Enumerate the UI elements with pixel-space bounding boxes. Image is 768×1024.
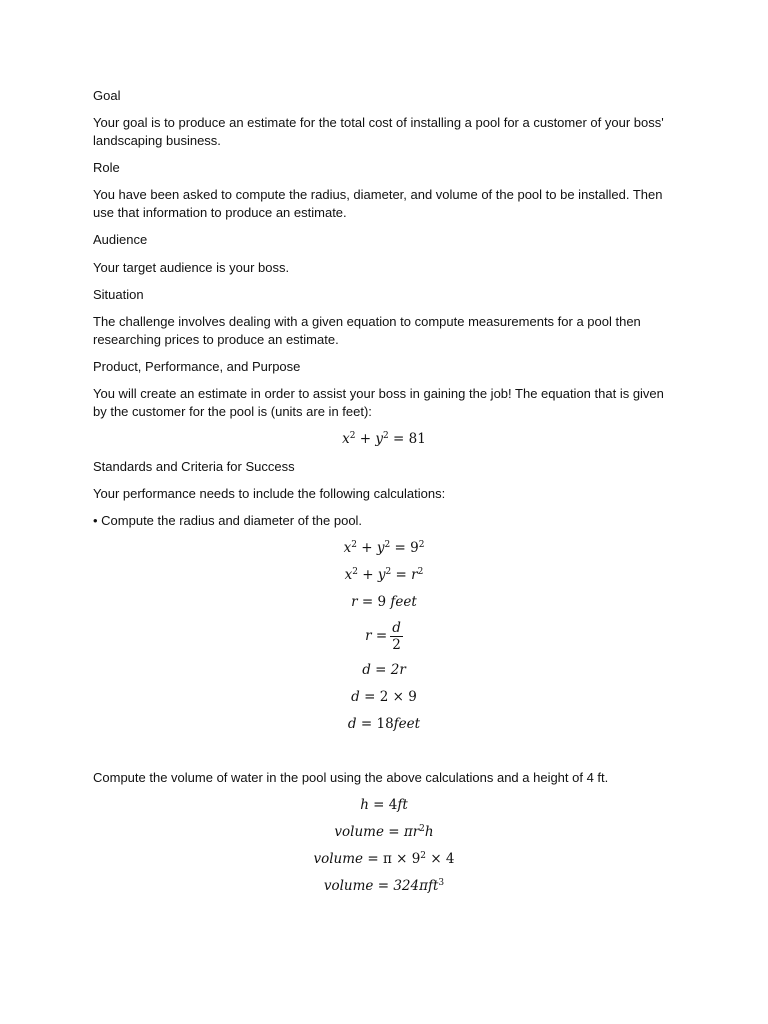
equation-volume-substitution: volume = $\pi \times 9^2 \times 4$ [313, 851, 455, 867]
volume-result-rhs: 324πft [393, 878, 439, 894]
equation-circle-squared: $x^2 + y^2 = 9^2$ [343, 540, 425, 556]
diameter-formula-rhs: 2r [390, 662, 406, 678]
goal-heading: Goal [93, 88, 121, 103]
given-equation: $x^2 + y^2 = 81$ [342, 431, 426, 447]
radius-fraction-lhs: r [365, 628, 372, 644]
volume-formula-tail: h [424, 824, 434, 840]
equation-height: h = 4ft [360, 797, 408, 813]
diameter-result-value: 18 [376, 716, 394, 732]
audience-heading: Audience [93, 232, 148, 247]
fraction-d-over-2 [390, 620, 403, 653]
equation-diameter-formula: d = 2r [362, 662, 406, 678]
equation-volume-formula: volume = $\pi r^2h$ [334, 824, 434, 840]
radius-unit: feet [390, 594, 417, 610]
standards-heading: Standards and Criteria for Success [93, 459, 295, 474]
volume-sub-rhs-a: π × 9 [382, 851, 421, 867]
volume-formula-rhs: πr [403, 824, 420, 840]
role-paragraph: You have been asked to compute the radius, diameter, and volume of the pool to be installed. Then use that information to produce an estimate. [93, 187, 663, 220]
given-equation-rhs: 81 [408, 431, 426, 447]
equation-diameter-result: d = 18feet [347, 716, 421, 732]
circle-squared-base: 9 [410, 540, 419, 556]
fraction-denominator: 2 [392, 637, 401, 653]
circle-general-exp: 2 [417, 567, 424, 577]
diameter-sub-lhs: d [351, 689, 360, 705]
diameter-result-lhs: d [347, 716, 357, 732]
equation-radius-fraction: r = $\frac{d}{2}$ [365, 620, 401, 653]
volume-formula-lhs: volume [334, 824, 384, 840]
volume-sub-exp: 2 [420, 851, 427, 861]
volume-sub-lhs: volume [313, 851, 364, 867]
circle-general-base: r [411, 567, 418, 583]
height-value: 4 [388, 797, 398, 813]
height-lhs: h [360, 797, 369, 813]
equation-radius: r = 9 feet [351, 594, 417, 610]
situation-paragraph: The challenge involves dealing with a given equation to compute measurements for a pool then researching prices to produce an estimate. [93, 314, 641, 347]
circle-squared-exp: 2 [418, 540, 425, 550]
volume-instruction: Compute the volume of water in the pool using the above calculations and a height of 4 ft. [93, 770, 609, 785]
fraction-numerator: d [392, 620, 401, 636]
height-unit: ft [397, 797, 408, 813]
volume-result-exp: 3 [438, 878, 445, 888]
standards-paragraph: Your performance needs to include the following calculations: [93, 486, 446, 501]
product-heading: Product, Performance, and Purpose [93, 359, 301, 374]
volume-result-lhs: volume [323, 878, 374, 894]
equation-diameter-substitution: d = 2 × 9 [351, 689, 417, 705]
diameter-formula-lhs: d [362, 662, 371, 678]
equation-circle-general: $x^2 + y^2 = r^2$ [344, 567, 424, 583]
product-paragraph: You will create an estimate in order to assist your boss in gaining the job! The equation that is given by the customer for the pool is (units are in feet): [93, 386, 664, 419]
goal-paragraph: Your goal is to produce an estimate for the total cost of installing a pool for a customer of your boss' landscaping business. [93, 115, 664, 148]
radius-value: 9 [377, 594, 387, 610]
role-heading: Role [93, 160, 120, 175]
situation-heading: Situation [93, 287, 144, 302]
diameter-result-unit: feet [393, 716, 421, 732]
audience-paragraph: Your target audience is your boss. [93, 260, 290, 275]
diameter-sub-rhs: 2 × 9 [379, 689, 417, 705]
volume-formula-exp: 2 [419, 824, 425, 834]
bullet-item-radius-diameter: • Compute the radius and diameter of the pool. [93, 513, 363, 528]
volume-sub-rhs-b: × 4 [426, 851, 455, 867]
radius-lhs: r [351, 594, 358, 610]
equation-volume-result: volume = 324πft$^3$ [323, 878, 445, 894]
